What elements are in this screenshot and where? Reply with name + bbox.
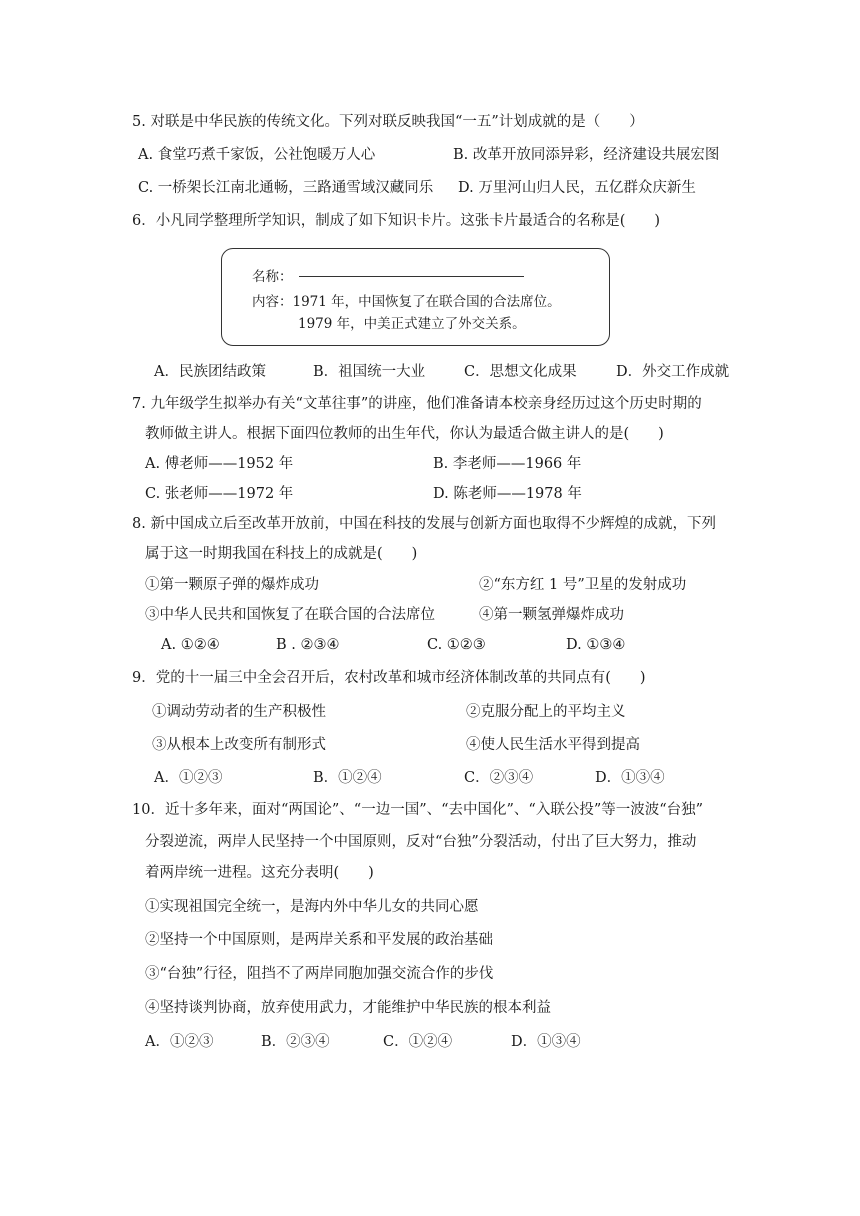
q8-item-1: ①第一颗原子弹的爆炸成功 <box>145 577 319 593</box>
q8-item-3: ③中华人民共和国恢复了在联合国的合法席位 <box>145 607 435 623</box>
q10-option-b: B．②③④ <box>261 1034 330 1050</box>
q7-option-a: A. 傅老师——1952 年 <box>145 456 294 472</box>
q8-option-b: B . ②③④ <box>276 637 340 653</box>
q8-item-4: ④第一颗氢弹爆炸成功 <box>479 607 624 623</box>
card-name-label: 名称： <box>252 269 293 285</box>
q9-item-4: ④使人民生活水平得到提高 <box>466 737 640 753</box>
q7-option-d: D. 陈老师——1978 年 <box>433 486 582 502</box>
q10-item-2: ②坚持一个中国原则，是两岸关系和平发展的政治基础 <box>145 932 493 948</box>
q10-option-c: C．①②④ <box>383 1034 453 1050</box>
q9-item-3: ③从根本上改变所有制形式 <box>152 737 326 753</box>
q6-option-d: D．外交工作成就 <box>616 364 730 380</box>
q10-stem-line-1: 10．近十多年来，面对“两国论”、“一边一国”、“去中国化”、“入联公投”等一波波“台独” <box>132 802 704 818</box>
q8-item-2: ②“东方红 1 号”卫星的发射成功 <box>479 577 687 593</box>
q10-item-3: ③“台独”行径，阻挡不了两岸同胞加强交流合作的步伐 <box>145 966 494 982</box>
q8-option-c: C. ①②③ <box>427 637 486 653</box>
q5-option-b: B. 改革开放同添异彩，经济建设共展宏图 <box>453 147 720 163</box>
q8-stem-line-1: 8. 新中国成立后至改革开放前，中国在科技的发展与创新方面也取得不少辉煌的成就，下列 <box>132 516 716 532</box>
q6-option-b: B．祖国统一大业 <box>313 364 426 380</box>
q7-option-b: B. 李老师——1966 年 <box>433 456 582 472</box>
knowledge-card <box>221 248 610 346</box>
q6-option-a: A．民族团结政策 <box>154 364 266 380</box>
q10-option-a: A．①②③ <box>145 1034 214 1050</box>
q7-stem-line-1: 7. 九年级学生拟举办有关“文革往事”的讲座，他们准备请本校亲身经历过这个历史时期的 <box>132 396 702 412</box>
q5-stem: 5. 对联是中华民族的传统文化。下列对联反映我国“一五”计划成就的是（ ） <box>132 114 644 130</box>
q6-stem: 6．小凡同学整理所学知识，制成了如下知识卡片。这张卡片最适合的名称是( ) <box>132 213 661 229</box>
q6-option-c: C．思想文化成果 <box>464 364 577 380</box>
q9-option-a: A．①②③ <box>154 770 223 786</box>
q9-option-d: D．①③④ <box>595 770 665 786</box>
q9-stem: 9．党的十一届三中全会召开后，农村改革和城市经济体制改革的共同点有( ) <box>132 670 646 686</box>
q5-option-c: C. 一桥架长江南北通畅，三路通雪域汉藏同乐 <box>138 180 434 196</box>
q5-option-d: D. 万里河山归人民，五亿群众庆新生 <box>458 180 696 196</box>
q10-stem-line-3: 着两岸统一进程。这充分表明( ) <box>145 865 374 881</box>
q7-stem-line-2: 教师做主讲人。根据下面四位教师的出生年代，你认为最适合做主讲人的是( ) <box>145 426 664 442</box>
card-name-blank <box>299 276 524 277</box>
card-content-line-1: 内容：1971 年，中国恢复了在联合国的合法席位。 <box>252 294 561 310</box>
q8-option-a: A. ①②④ <box>161 637 220 653</box>
q9-item-2: ②克服分配上的平均主义 <box>466 704 626 720</box>
q10-item-1: ①实现祖国完全统一，是海内外中华儿女的共同心愿 <box>145 899 479 915</box>
q7-option-c: C. 张老师——1972 年 <box>145 486 294 502</box>
q8-stem-line-2: 属于这一时期我国在科技上的成就是( ) <box>145 546 418 562</box>
q9-option-c: C．②③④ <box>464 770 534 786</box>
q10-stem-line-2: 分裂逆流，两岸人民坚持一个中国原则，反对“台独”分裂活动，付出了巨大努力，推动 <box>145 834 697 850</box>
q8-option-d: D. ①③④ <box>566 637 626 653</box>
q9-option-b: B．①②④ <box>313 770 382 786</box>
q10-option-d: D．①③④ <box>511 1034 581 1050</box>
card-content-line-2: 1979 年，中美正式建立了外交关系。 <box>298 316 526 332</box>
q10-item-4: ④坚持谈判协商，放弃使用武力，才能维护中华民族的根本利益 <box>145 1000 551 1016</box>
q5-option-a: A. 食堂巧煮千家饭，公社饱暖万人心 <box>138 147 376 163</box>
q9-item-1: ①调动劳动者的生产积极性 <box>152 704 326 720</box>
